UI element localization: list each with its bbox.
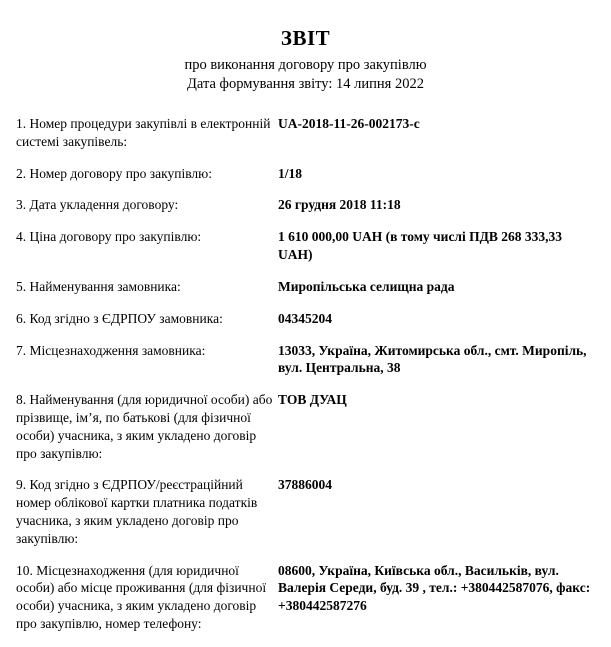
table-row	[16, 278, 595, 310]
field-value: 37886004	[278, 477, 332, 493]
field-value: ТОВ ДУАЦ	[278, 392, 347, 408]
table-row	[16, 391, 595, 476]
page-title: ЗВІТ	[280, 26, 331, 50]
field-value: 1/18	[278, 165, 303, 181]
table-row	[16, 115, 595, 165]
report-date: Дата формування звіту: 14 липня 2022	[187, 76, 424, 92]
page-subtitle: про виконання договору про закупівлю	[184, 57, 427, 73]
table-row	[16, 196, 595, 228]
field-label: 5. Найменування замовника:	[16, 278, 181, 294]
table-row	[16, 310, 595, 342]
field-value: 1 610 000,00 UAH (в тому числі ПДВ 268 333,33 UAH)	[278, 229, 563, 263]
field-label: 8. Найменування (для юридичної особи) або прізвище, ім’я, по батькові (для фізичної особи) учасника, з яким укладено договір про закупівлю:	[16, 392, 273, 461]
field-value: Миропільська селищна рада	[278, 278, 455, 294]
field-label: 6. Код згідно з ЄДРПОУ замовника:	[16, 310, 223, 326]
field-value: UA-2018-11-26-002173-с	[278, 116, 420, 131]
field-value: 26 грудня 2018 11:18	[278, 197, 401, 213]
field-value: 13033, Україна, Житомирська обл., смт. Миропіль, вул. Центральна, 38	[278, 342, 587, 376]
report-fields-table	[16, 115, 595, 647]
field-label: 9. Код згідно з ЄДРПОУ/реєстраційний номер облікової картки платника податків учасника, з яким укладено договір про закупівлю:	[16, 477, 258, 546]
table-row	[16, 165, 595, 197]
table-row	[16, 562, 595, 647]
table-row	[16, 342, 595, 392]
field-value: 04345204	[278, 310, 332, 326]
table-row	[16, 228, 595, 278]
field-label: 4. Ціна договору про закупівлю:	[16, 229, 202, 245]
field-label: 7. Місцезнаходження замовника:	[16, 342, 206, 358]
table-row	[16, 476, 595, 561]
field-label: 2. Номер договору про закупівлю:	[16, 165, 212, 181]
field-label: 3. Дата укладення договору:	[16, 197, 179, 213]
field-label: 1. Номер процедури закупівлі в електронній системі закупівель:	[16, 116, 271, 149]
field-label: 10. Місцезнаходження (для юридичної особи) або місце проживання (для фізичної особи) учасника, з яким укладено договір про закупівлю, номер телефону:	[16, 562, 267, 632]
field-value: 08600, Україна, Київська обл., Васильків, вул. Валерія Середи, буд. 39 , тел.: +380442587076, факс: +380442587276	[278, 562, 591, 614]
